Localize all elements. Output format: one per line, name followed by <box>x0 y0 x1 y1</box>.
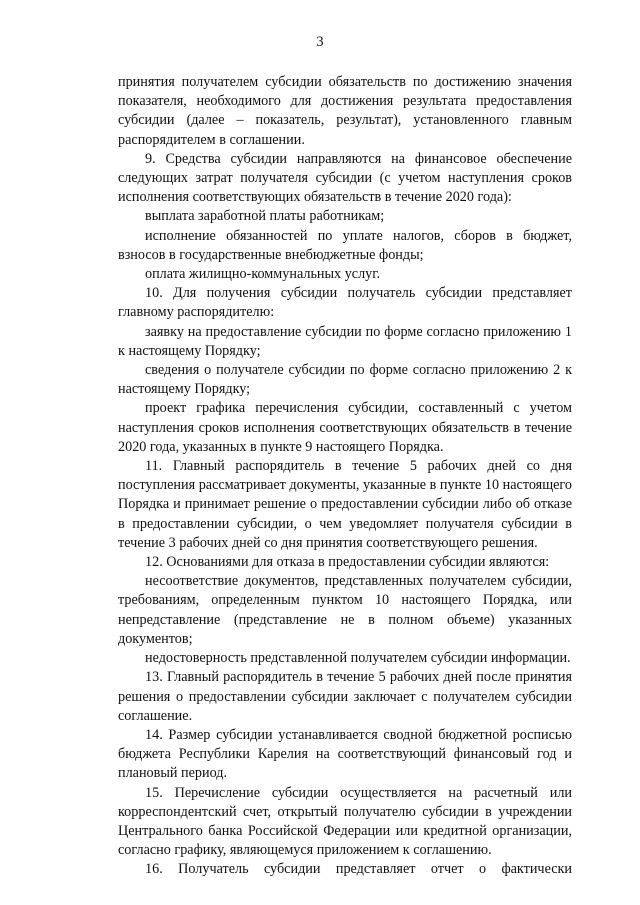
list-item-recipient-info: сведения о получателе субсидии по форме согласно приложению 2 к настоящему Порядку; <box>118 362 572 398</box>
page-number: 3 <box>316 34 324 50</box>
paragraph-item-12: 12. Основаниями для отказа в предоставлении субсидии являются: <box>145 554 550 571</box>
document-body <box>118 73 572 880</box>
list-item-application: заявку на предоставление субсидии по форме согласно приложению 1 к настоящему Порядку; <box>118 323 572 359</box>
paragraph-continuation: принятия получателем субсидии обязательств по достижению значения показателя, необходимого для достижения результата предоставления субсидии (далее – показатель, результат), установленного главным распорядителем в соглашении. <box>118 74 572 148</box>
paragraph-item-11: 11. Главный распорядитель в течение 5 рабочих дней со дня поступления рассматривает документы, указанные в пункте 10 настоящего Порядка и принимает решение о предоставлении субсидии либо об отказе в предоставлении субсидии, о чем уведомляет получателя субсидии в течение 3 рабочих дней со дня принятия соответствующего решения. <box>118 458 572 551</box>
paragraph-item-15: 15. Перечисление субсидии осуществляется на расчетный или корреспондентский счет, открытый получателю субсидии в учреждении Центрального банка Российской Федерации или кредитной организации, согласно графику, являющемуся приложением к соглашению. <box>118 784 572 859</box>
list-item-unreliability: недостоверность представленной получателем субсидии информации. <box>145 650 571 667</box>
list-item-salary: выплата заработной платы работникам; <box>145 208 385 225</box>
paragraph-item-14: 14. Размер субсидии устанавливается сводной бюджетной росписью бюджета Республики Карелия на соответствующий финансовый год и плановый период. <box>118 726 572 782</box>
list-item-taxes: исполнение обязанностей по уплате налогов, сборов в бюджет, взносов в государственные внебюджетные фонды; <box>118 227 572 263</box>
list-item-utilities: оплата жилищно-коммунальных услуг. <box>145 266 381 283</box>
paragraph-item-10: 10. Для получения субсидии получатель субсидии представляет главному распорядителю: <box>118 285 572 321</box>
paragraph-item-13: 13. Главный распорядитель в течение 5 рабочих дней после принятия решения о предоставлении субсидии заключает с получателем субсидии соглашение. <box>118 669 572 724</box>
paragraph-item-16: 16. Получатель субсидии представляет отчет о фактически <box>145 861 572 878</box>
list-item-payment-schedule: проект графика перечисления субсидии, составленный с учетом наступления сроков исполнения соответствующих обязательств в течение 2020 года, указанных в пункте 9 настоящего Порядка. <box>118 400 572 455</box>
paragraph-item-9: 9. Средства субсидии направляются на финансовое обеспечение следующих затрат получателя субсидии (с учетом наступления сроков исполнения соответствующих обязательств в течение 2020 года): <box>118 150 572 206</box>
list-item-nonconformity: несоответствие документов, представленных получателем субсидии, требованиям, определенным пунктом 10 настоящего Порядка, или непредставление (представление не в полном объеме) указанных документов; <box>118 573 572 647</box>
